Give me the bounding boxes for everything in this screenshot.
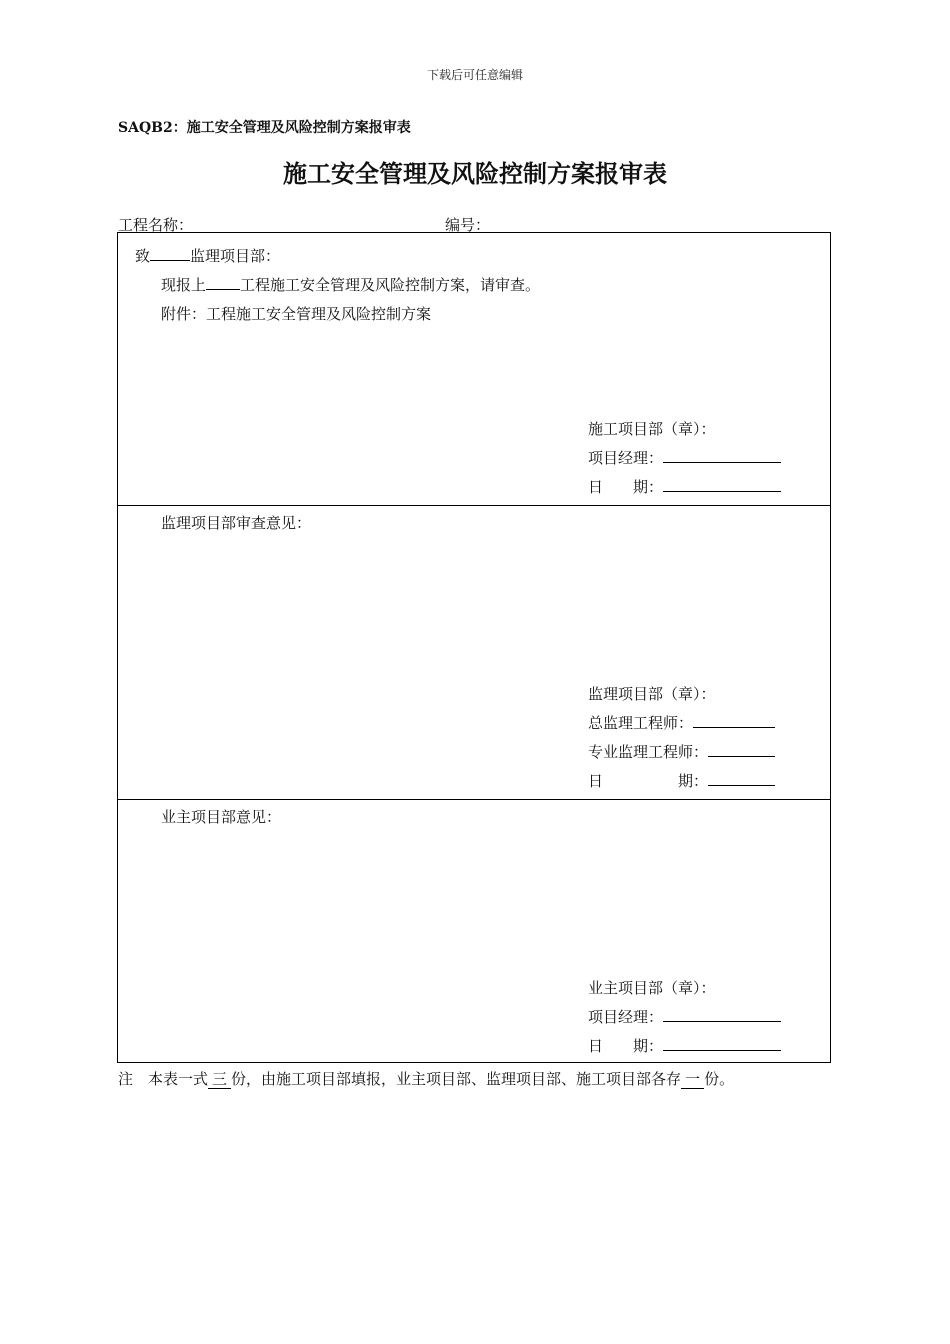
supervision-dept-seal: 监理项目部（章）： bbox=[588, 685, 716, 703]
project-blank[interactable] bbox=[206, 274, 240, 290]
report-prefix: 现报上 bbox=[161, 276, 207, 294]
number-label: 编号： bbox=[445, 216, 491, 234]
approval-form-table bbox=[117, 232, 831, 1063]
owner-manager-label: 项目经理： bbox=[588, 1008, 664, 1026]
owner-date-blank[interactable] bbox=[663, 1035, 781, 1051]
footnote-copies-each: 一 bbox=[681, 1070, 704, 1089]
chief-supervisor-label: 总监理工程师： bbox=[588, 714, 694, 732]
addressee-line bbox=[135, 245, 280, 266]
construction-manager-blank[interactable] bbox=[663, 447, 781, 463]
section-divider bbox=[118, 505, 830, 506]
supervision-heading: 监理项目部审查意见： bbox=[161, 514, 312, 532]
footnote-suffix: 份。 bbox=[704, 1070, 735, 1088]
owner-manager-blank[interactable] bbox=[663, 1006, 781, 1022]
addressee-suffix: 监理项目部： bbox=[190, 247, 281, 265]
footnote-middle: 份，由施工项目部填报，业主项目部、监理项目部、施工项目部各存 bbox=[231, 1070, 682, 1088]
report-suffix: 工程施工安全管理及风险控制方案，请审查。 bbox=[240, 276, 541, 294]
owner-manager-line bbox=[588, 1006, 781, 1027]
report-line bbox=[161, 274, 540, 295]
supervision-date-line bbox=[588, 770, 775, 791]
footnote-prefix: 注 本表一式 bbox=[118, 1070, 209, 1088]
owner-date-label: 日 期： bbox=[588, 1037, 664, 1055]
form-code-title: ：施工安全管理及风险控制方案报审表 bbox=[172, 120, 411, 136]
construction-date-line bbox=[588, 476, 781, 497]
page-title: 施工安全管理及风险控制方案报审表 bbox=[283, 160, 667, 188]
specialist-supervisor-blank[interactable] bbox=[708, 741, 775, 757]
specialist-supervisor-line bbox=[588, 741, 775, 762]
attachment-line: 附件：工程施工安全管理及风险控制方案 bbox=[161, 305, 432, 323]
owner-date-line bbox=[588, 1035, 781, 1056]
supervision-date-label: 日 期： bbox=[588, 772, 709, 790]
form-code-line bbox=[118, 117, 411, 137]
construction-date-blank[interactable] bbox=[663, 476, 781, 492]
section-divider bbox=[118, 799, 830, 800]
addressee-prefix: 致 bbox=[135, 247, 151, 265]
construction-date-label: 日 期： bbox=[588, 478, 664, 496]
addressee-blank[interactable] bbox=[150, 245, 190, 261]
footnote bbox=[118, 1068, 734, 1089]
form-code: SAQB2 bbox=[118, 120, 173, 136]
owner-dept-seal: 业主项目部（章）： bbox=[588, 979, 716, 997]
project-name-label: 工程名称： bbox=[118, 216, 194, 234]
header-note: 下载后可任意编辑 bbox=[426, 68, 523, 82]
chief-supervisor-line bbox=[588, 712, 775, 733]
owner-heading: 业主项目部意见： bbox=[161, 808, 282, 826]
construction-manager-line bbox=[588, 447, 781, 468]
construction-manager-label: 项目经理： bbox=[588, 449, 664, 467]
footnote-copies-total: 三 bbox=[208, 1070, 231, 1089]
construction-dept-seal: 施工项目部（章）： bbox=[588, 420, 716, 438]
chief-supervisor-blank[interactable] bbox=[693, 712, 775, 728]
supervision-date-blank[interactable] bbox=[708, 770, 775, 786]
specialist-supervisor-label: 专业监理工程师： bbox=[588, 743, 709, 761]
